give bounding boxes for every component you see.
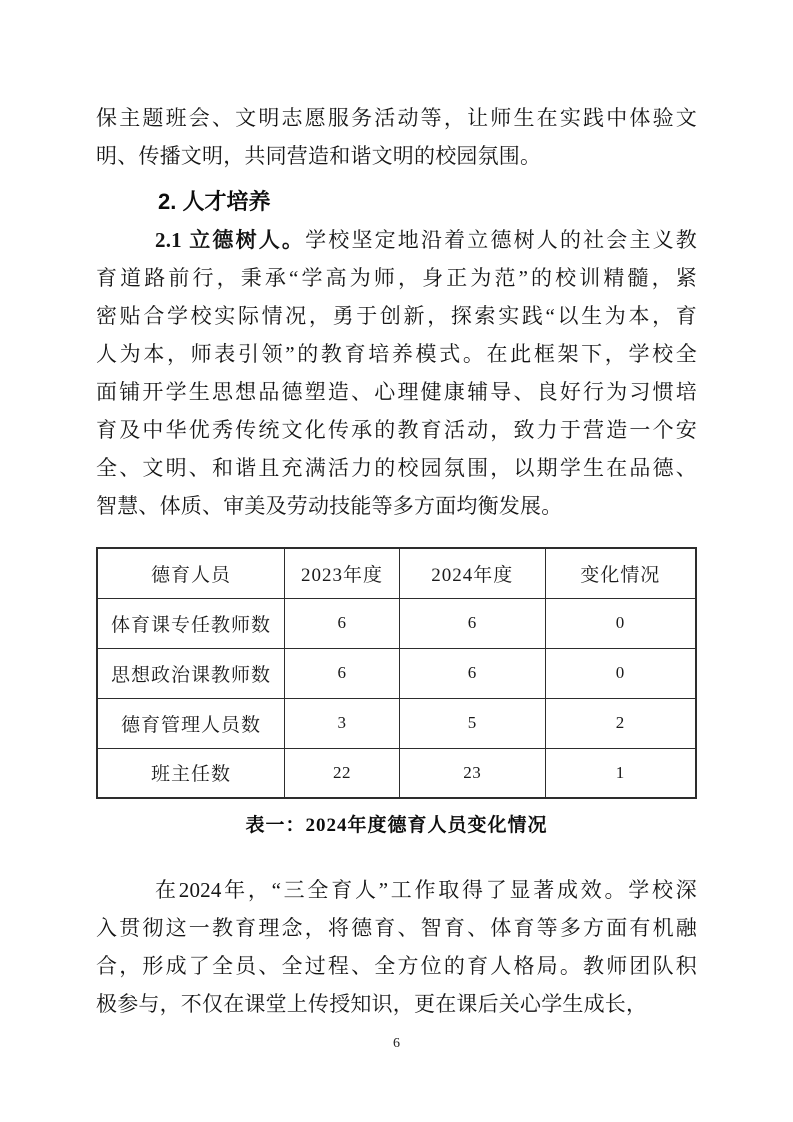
cell-2024-value: 5: [399, 698, 545, 748]
row-label: 思想政治课教师数: [97, 648, 284, 698]
paragraph-sanquan-yuren: [96, 871, 697, 1023]
text-line: 育道路前行，秉承“学高为师，身正为范”的校训精髓，紧: [96, 266, 697, 290]
text-line: 极参与，不仅在课堂上传授知识，更在课后关心学生成长，: [96, 992, 648, 1016]
table-row: [97, 698, 696, 748]
col-header-year-2023: 2023年度: [284, 548, 399, 598]
cell-2024-value: 23: [399, 748, 545, 798]
text-line: 明、传播文明，共同营造和谐文明的校园氛围。: [96, 144, 542, 168]
paragraph-lead-rest: 学校坚定地沿着立德树人的社会主义教: [305, 228, 697, 252]
table-caption: 表一：2024年度德育人员变化情况: [245, 815, 548, 836]
text-line: 在2024年，“三全育人”工作取得了显著成效。学校深: [155, 878, 697, 902]
paragraph-lide-shuren: [96, 221, 697, 525]
row-label: 德育管理人员数: [97, 698, 284, 748]
section-heading-talent-cultivation: 2. 人才培养: [158, 189, 271, 214]
col-header-staff-type: 德育人员: [97, 548, 284, 598]
text-line: 智慧、体质、审美及劳动技能等多方面均衡发展。: [96, 494, 563, 518]
row-label: 体育课专任教师数: [97, 598, 284, 648]
text-line: 全、文明、和谐且充满活力的校园氛围，以期学生在品德、: [96, 456, 697, 480]
cell-change-value: 0: [545, 648, 696, 698]
cell-change-value: 0: [545, 598, 696, 648]
table-row: [97, 598, 696, 648]
table-header-row: [97, 548, 696, 598]
cell-2023-value: 3: [284, 698, 399, 748]
paragraph-civility: [96, 99, 697, 175]
text-line: 入贯彻这一教育理念，将德育、智育、体育等多方面有机融: [96, 916, 697, 940]
col-header-change: 变化情况: [545, 548, 696, 598]
text-line: 合，形成了全员、全过程、全方位的育人格局。教师团队积: [96, 954, 697, 978]
cell-2024-value: 6: [399, 648, 545, 698]
table-row: [97, 648, 696, 698]
cell-change-value: 1: [545, 748, 696, 798]
cell-2024-value: 6: [399, 598, 545, 648]
moral-education-staff-table: [96, 547, 697, 799]
cell-2023-value: 22: [284, 748, 399, 798]
cell-change-value: 2: [545, 698, 696, 748]
text-line: 育及中华优秀传统文化传承的教育活动，致力于营造一个安: [96, 418, 697, 442]
col-header-year-2024: 2024年度: [399, 548, 545, 598]
row-label: 班主任数: [97, 748, 284, 798]
cell-2023-value: 6: [284, 598, 399, 648]
text-line: 面铺开学生思想品德塑造、心理健康辅导、良好行为习惯培: [96, 380, 697, 404]
paragraph-lead-bold: 2.1 立德树人。: [155, 228, 306, 252]
text-line: [96, 221, 697, 259]
page-number: 6: [393, 1036, 400, 1051]
text-line: 保主题班会、文明志愿服务活动等，让师生在实践中体验文: [96, 106, 697, 130]
table-row: [97, 748, 696, 798]
text-line: 密贴合学校实际情况，勇于创新，探索实践“以生为本，育: [96, 304, 697, 328]
cell-2023-value: 6: [284, 648, 399, 698]
text-line: 人为本，师表引领”的教育培养模式。在此框架下，学校全: [96, 342, 697, 366]
